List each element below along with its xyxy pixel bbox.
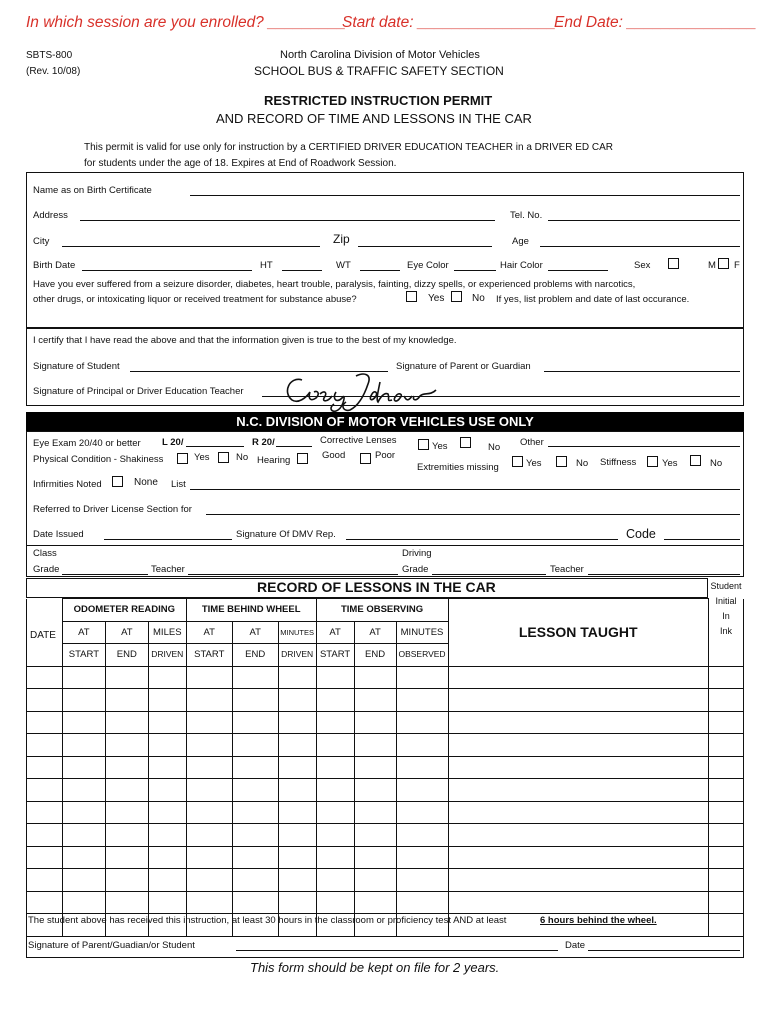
lesson-cell[interactable]: [148, 824, 186, 847]
header-row-1: [27, 599, 744, 622]
footer-sig-label: Signature of Parent/Guadian/or Student: [28, 940, 195, 951]
lesson-cell[interactable]: [62, 756, 105, 779]
lesson-cell[interactable]: [62, 846, 105, 869]
extremities-yes-checkbox[interactable]: [512, 456, 523, 467]
lesson-cell[interactable]: [27, 824, 63, 847]
class-teacher-field[interactable]: [188, 574, 398, 575]
tel-label: Tel. No.: [510, 210, 543, 221]
lesson-row: [27, 666, 744, 689]
referred-field[interactable]: [206, 514, 740, 515]
lesson-cell[interactable]: [232, 734, 278, 757]
lesson-cell[interactable]: [708, 846, 743, 869]
hearing-poor-label: Poor: [375, 450, 396, 461]
date-column-header: DATE: [30, 630, 56, 641]
lesson-cell[interactable]: [448, 666, 708, 689]
lesson-taught-header: LESSON TAUGHT: [448, 599, 708, 667]
medical-no-label: No: [472, 293, 485, 304]
lesson-row: [27, 869, 744, 892]
lesson-cell[interactable]: [148, 869, 186, 892]
header-row-3: START END DRIVEN START END DRIVEN START END OBSERVED: [27, 644, 744, 667]
lesson-cell[interactable]: [27, 734, 63, 757]
lesson-cell[interactable]: [316, 846, 354, 869]
extremities-no-label: No: [576, 458, 589, 469]
record-title: RECORD OF LESSONS IN THE CAR: [257, 579, 496, 595]
lesson-cell[interactable]: [232, 689, 278, 712]
validity-line-1: This permit is valid for use only for instruction by a CERTIFIED DRIVER EDUCATION TEACHER in a DRIVER ED CAR: [84, 142, 614, 153]
lesson-cell[interactable]: [354, 846, 396, 869]
stiffness-yes-label: Yes: [662, 458, 678, 469]
lesson-cell[interactable]: [396, 756, 448, 779]
sex-f-label: F: [734, 260, 740, 271]
class-label: Class: [33, 548, 57, 559]
class-teacher-label: Teacher: [151, 564, 185, 575]
lesson-cell[interactable]: [708, 711, 743, 734]
lesson-cell[interactable]: [708, 734, 743, 757]
form-subtitle: AND RECORD OF TIME AND LESSONS IN THE CAR: [216, 111, 532, 126]
lesson-cell[interactable]: [448, 689, 708, 712]
hearing-label: Hearing: [257, 455, 291, 466]
footer-sig-field[interactable]: [236, 950, 558, 951]
sig-dmv-label: Signature Of DMV Rep.: [236, 529, 336, 540]
lesson-cell[interactable]: [448, 734, 708, 757]
name-field[interactable]: [190, 195, 740, 196]
footer-date-field[interactable]: [588, 950, 740, 951]
lesson-row: [27, 756, 744, 779]
lesson-cell[interactable]: [186, 869, 232, 892]
lesson-cell[interactable]: [278, 756, 316, 779]
agency-name: North Carolina Division of Motor Vehicles: [280, 49, 480, 61]
lesson-row: [27, 689, 744, 712]
age-label: Age: [512, 236, 529, 247]
lesson-cell[interactable]: [105, 734, 148, 757]
lesson-cell[interactable]: [148, 666, 186, 689]
time-wheel-header: TIME BEHIND WHEEL: [186, 599, 316, 622]
lesson-row: [27, 824, 744, 847]
lesson-cell[interactable]: [316, 689, 354, 712]
lesson-cell[interactable]: [148, 734, 186, 757]
lesson-cell[interactable]: [354, 801, 396, 824]
lesson-cell[interactable]: [708, 869, 743, 892]
end-date-label: End Date: _______________: [554, 14, 757, 31]
lesson-row: [27, 734, 744, 757]
lesson-cell[interactable]: [316, 824, 354, 847]
stiffness-no-label: No: [710, 458, 723, 469]
dmv-use-only-banner: N.C. DIVISION OF MOTOR VEHICLES USE ONLY: [26, 412, 744, 431]
wt-field[interactable]: [360, 270, 400, 271]
lesson-cell[interactable]: [232, 711, 278, 734]
lesson-cell[interactable]: [316, 869, 354, 892]
shakiness-yes-checkbox[interactable]: [177, 453, 188, 464]
lesson-cell[interactable]: [148, 711, 186, 734]
form-title: RESTRICTED INSTRUCTION PERMIT: [264, 93, 493, 108]
stiffness-yes-checkbox[interactable]: [647, 456, 658, 467]
code-label: Code: [626, 527, 656, 541]
form-code: SBTS-800: [26, 50, 73, 61]
address-field[interactable]: [80, 220, 495, 221]
lesson-cell[interactable]: [186, 779, 232, 802]
lesson-cell[interactable]: [316, 734, 354, 757]
lesson-cell[interactable]: [27, 801, 63, 824]
lesson-cell[interactable]: [448, 711, 708, 734]
lesson-cell[interactable]: [186, 666, 232, 689]
lesson-cell[interactable]: [27, 689, 63, 712]
lesson-cell[interactable]: [278, 734, 316, 757]
lesson-cell[interactable]: [396, 666, 448, 689]
extremities-label: Extremities missing: [417, 462, 499, 473]
lesson-cell[interactable]: [186, 801, 232, 824]
lesson-row: [27, 846, 744, 869]
footer-date-label: Date: [565, 940, 586, 951]
corrective-no-checkbox[interactable]: [460, 437, 471, 448]
eye-color-label: Eye Color: [407, 260, 449, 271]
list-label: List: [171, 479, 186, 490]
lesson-cell[interactable]: [148, 846, 186, 869]
lesson-cell[interactable]: [396, 801, 448, 824]
corrective-no-label: No: [488, 442, 501, 453]
lesson-cell[interactable]: [232, 824, 278, 847]
ht-label: HT: [260, 260, 273, 271]
corrective-yes-checkbox[interactable]: [418, 439, 429, 450]
lesson-cell[interactable]: [62, 734, 105, 757]
date-issued-label: Date Issued: [33, 529, 84, 540]
lesson-cell[interactable]: [105, 846, 148, 869]
lesson-cell[interactable]: [62, 824, 105, 847]
lesson-cell[interactable]: [27, 666, 63, 689]
sig-student-label: Signature of Student: [33, 361, 120, 372]
lesson-cell[interactable]: [396, 779, 448, 802]
lesson-cell[interactable]: [278, 801, 316, 824]
date-issued-field[interactable]: [104, 539, 232, 540]
lesson-cell[interactable]: [62, 801, 105, 824]
lesson-cell[interactable]: [396, 734, 448, 757]
lesson-cell[interactable]: [186, 756, 232, 779]
lesson-cell[interactable]: [105, 869, 148, 892]
lesson-cell[interactable]: [354, 711, 396, 734]
lesson-cell[interactable]: [354, 869, 396, 892]
birth-date-label: Birth Date: [33, 260, 76, 271]
lesson-cell[interactable]: [708, 801, 743, 824]
hearing-good-checkbox[interactable]: [297, 453, 308, 464]
lesson-cell[interactable]: [354, 824, 396, 847]
infirmities-label: Infirmities Noted: [33, 479, 102, 490]
lesson-cell[interactable]: [396, 824, 448, 847]
shakiness-yes-label: Yes: [194, 452, 210, 463]
eye-color-field[interactable]: [454, 270, 496, 271]
sig-parent-label: Signature of Parent or Guardian: [396, 361, 531, 372]
other-label: Other: [520, 437, 544, 448]
driving-teacher-label: Teacher: [550, 564, 584, 575]
session-question: In which session are you enrolled? _________: [26, 14, 346, 31]
divider: [26, 545, 744, 546]
lesson-cell[interactable]: [105, 801, 148, 824]
lesson-cell[interactable]: [396, 869, 448, 892]
city-label: City: [33, 236, 50, 247]
sex-label: Sex: [634, 260, 651, 271]
lesson-cell[interactable]: [105, 824, 148, 847]
medical-yes-checkbox[interactable]: [406, 291, 417, 302]
form-rev: (Rev. 10/08): [26, 66, 81, 77]
lesson-cell[interactable]: [232, 756, 278, 779]
lesson-cell[interactable]: [232, 801, 278, 824]
stiffness-label: Stiffness: [600, 457, 637, 468]
lesson-cell[interactable]: [278, 846, 316, 869]
lesson-cell[interactable]: [148, 689, 186, 712]
shakiness-no-checkbox[interactable]: [218, 452, 229, 463]
lesson-cell[interactable]: [27, 846, 63, 869]
medical-question-1: Have you ever suffered from a seizure disorder, diabetes, heart trouble, paralysis, fainting, dizzy spells, or experienced problems with narcotics,: [33, 279, 636, 290]
lesson-cell[interactable]: [105, 756, 148, 779]
driving-label: Driving: [402, 548, 432, 559]
lesson-cell[interactable]: [354, 779, 396, 802]
lesson-cell[interactable]: [448, 824, 708, 847]
lesson-cell[interactable]: [186, 846, 232, 869]
hearing-poor-checkbox[interactable]: [360, 453, 371, 464]
lesson-cell[interactable]: [278, 689, 316, 712]
lesson-cell[interactable]: [708, 779, 743, 802]
lesson-cell[interactable]: [105, 666, 148, 689]
six-hours-text: 6 hours behind the wheel.: [540, 915, 657, 926]
lesson-cell[interactable]: [105, 711, 148, 734]
lesson-cell[interactable]: [232, 779, 278, 802]
lesson-cell[interactable]: [62, 711, 105, 734]
lesson-cell[interactable]: [448, 801, 708, 824]
lesson-cell[interactable]: [186, 734, 232, 757]
name-label: Name as on Birth Certificate: [33, 185, 152, 196]
l20-field[interactable]: [186, 446, 244, 447]
extremities-yes-label: Yes: [526, 458, 542, 469]
sig-principal-label: Signature of Principal or Driver Education Teacher: [33, 386, 244, 397]
sex-m-label: M: [708, 260, 716, 271]
physical-label: Physical Condition - Shakiness: [33, 454, 164, 465]
lesson-cell[interactable]: [27, 779, 63, 802]
driving-grade-label: Grade: [402, 564, 429, 575]
address-label: Address: [33, 210, 68, 221]
student-initial-header: Student Initial In Ink: [708, 599, 743, 667]
lesson-cell[interactable]: [316, 801, 354, 824]
none-label: None: [134, 477, 158, 488]
lesson-cell[interactable]: [278, 779, 316, 802]
lesson-cell[interactable]: [62, 666, 105, 689]
certify-text: I certify that I have read the above and that the information given is true to the best of my knowledge.: [33, 335, 457, 346]
tel-field[interactable]: [548, 220, 740, 221]
corrective-yes-label: Yes: [432, 441, 448, 452]
lesson-cell[interactable]: [232, 666, 278, 689]
r20-field[interactable]: [276, 446, 312, 447]
lesson-cell[interactable]: [278, 824, 316, 847]
lesson-cell[interactable]: [448, 779, 708, 802]
lesson-cell[interactable]: [396, 711, 448, 734]
l20-label: L 20/: [162, 437, 184, 448]
driving-teacher-field[interactable]: [588, 574, 740, 575]
lesson-cell[interactable]: [27, 711, 63, 734]
hearing-good-label: Good: [322, 450, 346, 461]
lesson-cell[interactable]: [186, 824, 232, 847]
lesson-cell[interactable]: [708, 824, 743, 847]
lesson-cell[interactable]: [186, 711, 232, 734]
eye-exam-label: Eye Exam 20/40 or better: [33, 438, 141, 449]
lesson-cell[interactable]: [396, 846, 448, 869]
lesson-cell[interactable]: [62, 689, 105, 712]
other-field[interactable]: [548, 446, 740, 447]
lesson-cell[interactable]: [396, 689, 448, 712]
start-date-label: Start date: ________________: [342, 14, 556, 31]
lesson-row: [27, 711, 744, 734]
lesson-cell[interactable]: [278, 869, 316, 892]
odometer-header: ODOMETER READING: [62, 599, 186, 622]
ht-field[interactable]: [282, 270, 322, 271]
lesson-cell[interactable]: [148, 756, 186, 779]
lesson-cell[interactable]: [232, 846, 278, 869]
lesson-cell[interactable]: [708, 666, 743, 689]
extremities-no-checkbox[interactable]: [556, 456, 567, 467]
lesson-cell[interactable]: [278, 666, 316, 689]
lesson-cell[interactable]: [316, 779, 354, 802]
sig-parent-field[interactable]: [544, 371, 740, 372]
sex-m-checkbox[interactable]: [668, 258, 679, 269]
lesson-cell[interactable]: [186, 689, 232, 712]
lesson-cell[interactable]: [354, 666, 396, 689]
lesson-row: [27, 801, 744, 824]
lesson-cell[interactable]: [448, 756, 708, 779]
lesson-cell[interactable]: [708, 756, 743, 779]
referred-label: Referred to Driver License Section for: [33, 504, 192, 515]
lesson-cell[interactable]: [232, 869, 278, 892]
handwritten-signature: [280, 370, 440, 412]
lesson-cell[interactable]: [316, 711, 354, 734]
lesson-cell[interactable]: [448, 869, 708, 892]
class-grade-field[interactable]: [62, 574, 148, 575]
lesson-cell[interactable]: [354, 756, 396, 779]
lesson-cell[interactable]: [448, 846, 708, 869]
class-grade-label: Grade: [33, 564, 60, 575]
lesson-cell[interactable]: [354, 734, 396, 757]
lesson-cell[interactable]: [148, 801, 186, 824]
lesson-cell[interactable]: [354, 689, 396, 712]
wt-label: WT: [336, 260, 351, 271]
medical-no-checkbox[interactable]: [451, 291, 462, 302]
zip-field[interactable]: [358, 246, 492, 247]
lesson-cell[interactable]: [278, 711, 316, 734]
corrective-label: Corrective Lenses: [320, 435, 397, 446]
hair-color-field[interactable]: [548, 270, 608, 271]
if-yes-note: If yes, list problem and date of last occurance.: [496, 294, 690, 305]
birth-date-field[interactable]: [82, 270, 252, 271]
validity-line-2: for students under the age of 18. Expires at End of Roadwork Session.: [84, 158, 397, 169]
lesson-row: [27, 779, 744, 802]
lesson-cell[interactable]: [62, 779, 105, 802]
section-name: SCHOOL BUS & TRAFFIC SAFETY SECTION: [254, 64, 504, 78]
received-text: The student above has received this instruction, at least 30 hours in the classroom or proficiency test AND at least: [28, 915, 507, 926]
code-field[interactable]: [664, 539, 740, 540]
shakiness-no-label: No: [236, 452, 249, 463]
infirmities-checkbox[interactable]: [112, 476, 123, 487]
lesson-cell[interactable]: [27, 756, 63, 779]
lesson-cell[interactable]: [316, 756, 354, 779]
stiffness-no-checkbox[interactable]: [690, 455, 701, 466]
time-observing-header: TIME OBSERVING: [316, 599, 448, 622]
lesson-cell[interactable]: [105, 689, 148, 712]
r20-label: R 20/: [252, 437, 275, 448]
medical-yes-label: Yes: [428, 293, 445, 304]
lesson-cell[interactable]: [105, 779, 148, 802]
sig-dmv-field[interactable]: [346, 539, 618, 540]
medical-question-2: other drugs, or intoxicating liquor or received treatment for substance abuse?: [33, 294, 357, 305]
city-field[interactable]: [62, 246, 320, 247]
lesson-cell[interactable]: [27, 869, 63, 892]
age-field[interactable]: [540, 246, 740, 247]
lesson-cell[interactable]: [316, 666, 354, 689]
lesson-cell[interactable]: [62, 869, 105, 892]
infirmities-list-field[interactable]: [190, 489, 740, 490]
lesson-cell[interactable]: [708, 689, 743, 712]
driving-grade-field[interactable]: [432, 574, 546, 575]
hair-color-label: Hair Color: [500, 260, 543, 271]
zip-label: Zip: [333, 232, 350, 246]
header-row-2: AT AT MILES AT AT MINUTES AT AT MINUTES: [27, 621, 744, 644]
keep-on-file-note: This form should be kept on file for 2 years.: [250, 960, 500, 975]
lesson-cell[interactable]: [148, 779, 186, 802]
sex-f-checkbox[interactable]: [718, 258, 729, 269]
